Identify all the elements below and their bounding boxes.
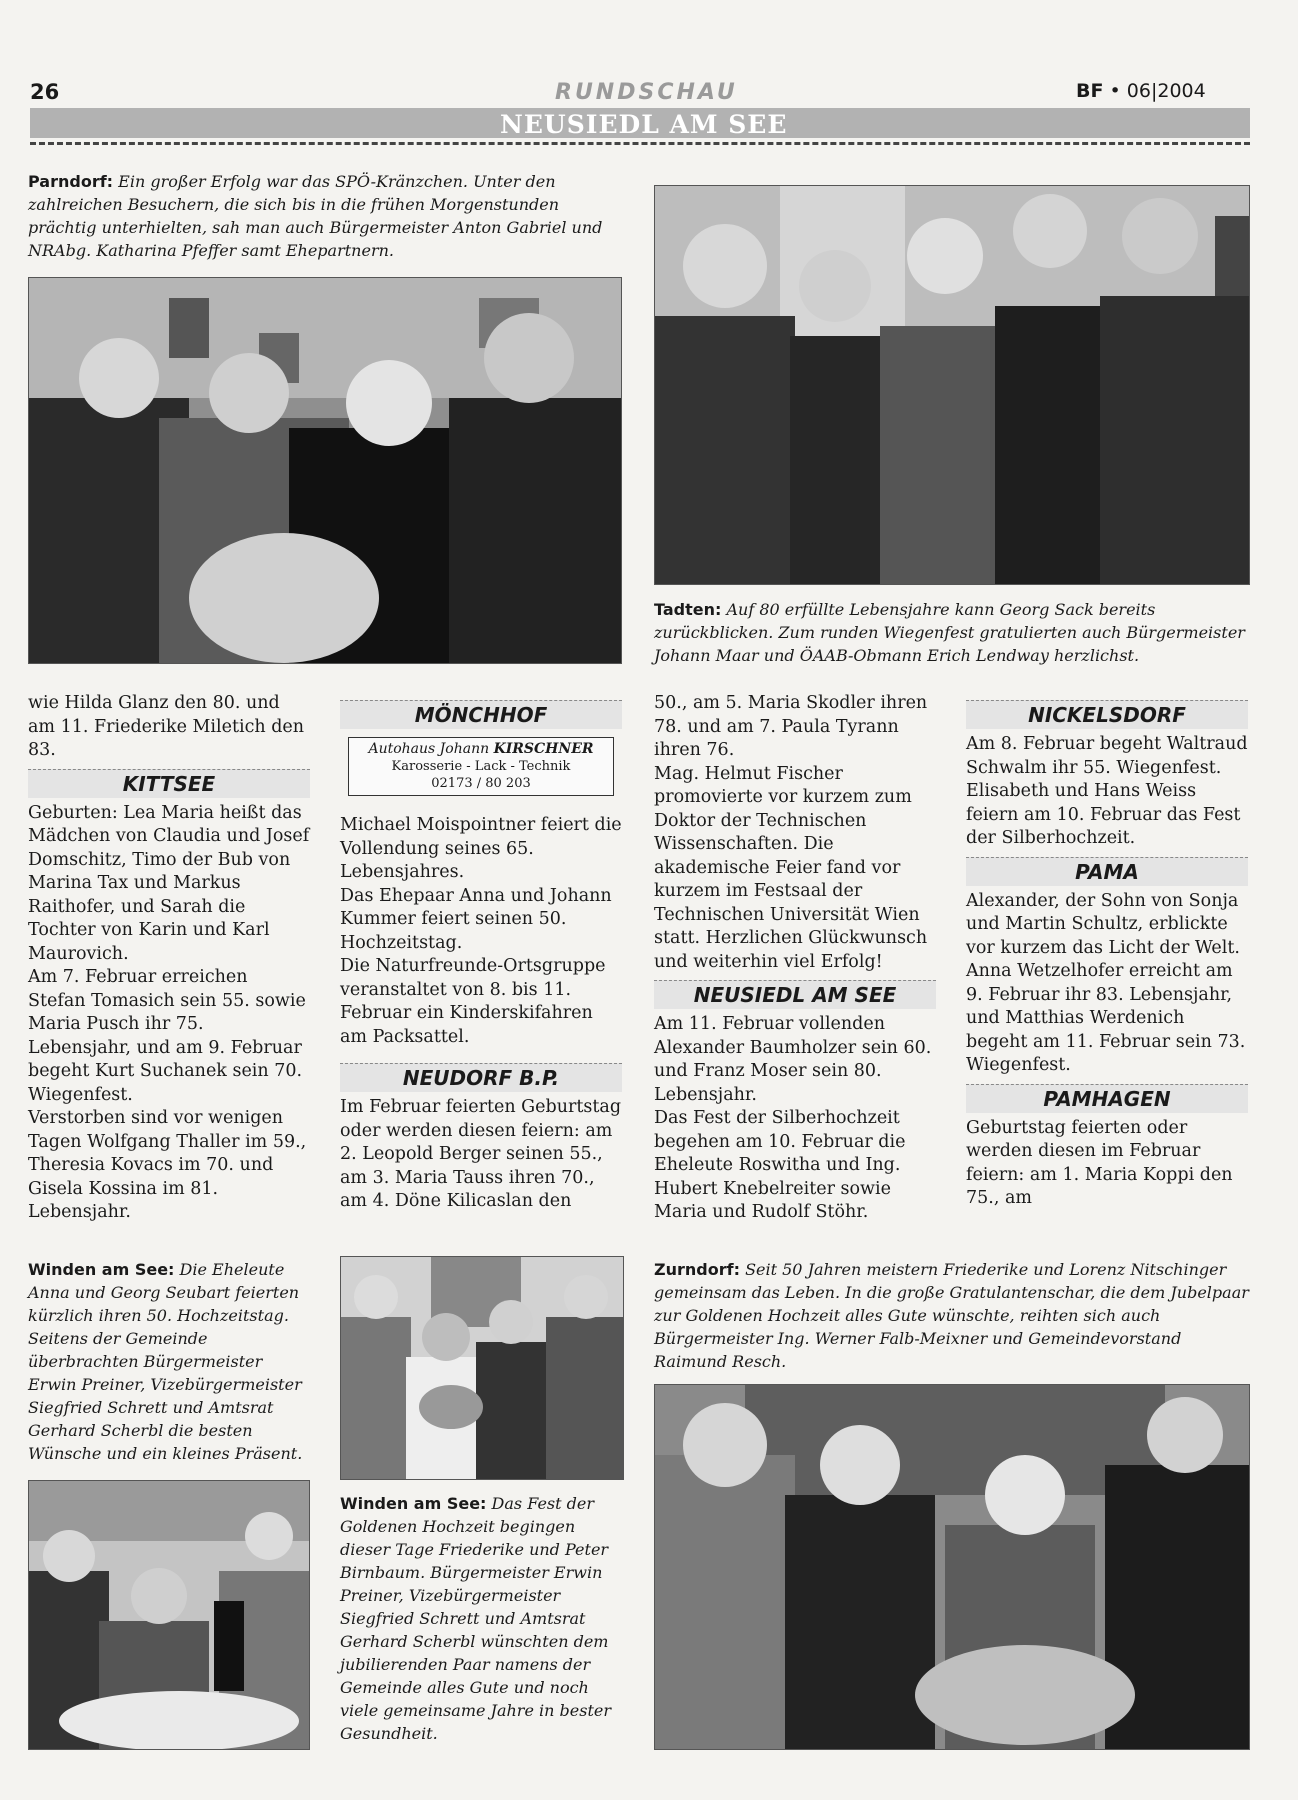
column-2: [340, 692, 622, 1214]
photo-parndorf: [28, 277, 622, 664]
paragraph: Alexander, der Sohn von Sonja und Martin Schultz, erblickte vor kurzem das Licht der Welt.: [966, 890, 1240, 958]
region-title: NEUSIEDL AM SEE: [500, 110, 788, 139]
ad-phone: 02173 / 80 203: [431, 776, 531, 791]
caption-parndorf: Parndorf: Ein großer Erfolg war das SPÖ-Kränzchen. Unter den zahlreichen Besuchern, die sich bis in die frühen Morgenstunden prächtig unterhielten, sah man auch Bürgermeister Anton Gabriel und NRAbg. Katharina Pfeffer samt Ehepartnern.: [28, 172, 603, 260]
issue-number: 06|2004: [1126, 80, 1206, 102]
paragraph: Das Fest der Silberhochzeit begehen am 10. Februar die Eheleute Roswitha und Ing. Hubert Knebelreiter sowie Maria und Rudolf Stöhr.: [654, 1108, 906, 1222]
paragraph: Anna Wetzelhofer erreicht am 9. Februar ihr 83. Lebensjahr, und Matthias Werdenich begeht am 11. Februar sein 73. Wiegenfest.: [966, 961, 1246, 1075]
heading-kittsee: KITTSEE: [28, 769, 310, 798]
photo-winden-birnbaum: [340, 1256, 624, 1480]
advertisement-kirschner: [348, 737, 614, 796]
column-4: [966, 692, 1248, 1211]
paragraph: Die Naturfreunde-Ortsgruppe veranstaltet von 8. bis 11. Februar ein Kinderskifahren am Packsattel.: [340, 956, 606, 1047]
paragraph: Michael Moispointner feiert die Vollendung seines 65. Lebensjahres.: [340, 815, 622, 882]
photo-tadten: [654, 185, 1250, 585]
column-3: [654, 692, 936, 1225]
heading-nickelsdorf: NICKELSDORF: [966, 700, 1248, 729]
photo-zurndorf: [654, 1384, 1250, 1750]
caption-zurndorf: Zurndorf: Seit 50 Jahren meistern Friederike und Lorenz Nitschinger gemeinsam das Leben. In die große Gratulantenschar, die dem Jubelpaar zur Goldenen Hochzeit alles Gute wünschte, reihten sich auch Bürgermeister Ing. Werner Falb-Meixner und Gemeindevorstand Raimund Resch.: [654, 1260, 1249, 1371]
ad-services: Karosserie - Lack - Technik: [391, 759, 571, 774]
header-divider: [30, 142, 1250, 145]
section-title: RUNDSCHAU: [555, 80, 738, 105]
paragraph: 50., am 5. Maria Skodler ihren 78. und am 7. Paula Tyrann ihren 76.: [654, 693, 928, 760]
page-number: 26: [30, 80, 60, 104]
paragraph: Am 11. Februar vollenden Alexander Baumholzer sein 60. und Franz Moser sein 80. Lebensjahr.: [654, 1014, 932, 1105]
paragraph: Das Ehepaar Anna und Johann Kummer feiert seinen 50. Hochzeitstag.: [340, 885, 612, 953]
ad-company-name: KIRSCHNER: [493, 741, 594, 757]
paragraph: Verstorben sind vor wenigen Tagen Wolfgang Thaller im 59., Theresia Kovacs im 70. und Gisela Kossina im 81. Lebensjahr.: [28, 1108, 307, 1222]
issue-label: [1076, 80, 1206, 102]
paragraph: Am 8. Februar begeht Waltraud Schwalm ihr 55. Wiegenfest.: [966, 734, 1248, 778]
heading-neusiedl: NEUSIEDL AM SEE: [654, 980, 936, 1009]
magazine-abbrev: BF: [1076, 80, 1104, 102]
caption-winden-birnbaum: Winden am See: Das Fest der Goldenen Hochzeit begingen dieser Tage Friederike und Peter Birnbaum. Bürgermeister Erwin Preiner, Vizebürgermeister Siegfried Schrett und Amtsrat Gerhard Scherbl wünschten dem jubilierenden Paar namens der Gemeinde alles Gute und noch viele gemeinsame Jahre in bester Gesundheit.: [340, 1494, 611, 1743]
ad-company: Autohaus Johann: [368, 741, 494, 757]
heading-pamhagen: PAMHAGEN: [966, 1084, 1248, 1113]
paragraph: Elisabeth und Hans Weiss feiern am 10. Februar das Fest der Silberhochzeit.: [966, 781, 1241, 848]
heading-pama: PAMA: [966, 857, 1248, 886]
heading-neudorf: NEUDORF B.P.: [340, 1063, 622, 1092]
paragraph: Am 7. Februar erreichen Stefan Tomasich sein 55. sowie Maria Pusch ihr 75. Lebensjahr, und am 9. Februar begeht Kurt Suchanek sein 70. Wiegenfest.: [28, 967, 306, 1105]
photo-winden-seubart: [28, 1480, 310, 1750]
paragraph: Mag. Helmut Fischer promovierte vor kurzem zum Doktor der Technischen Wissenschaften. Die akademische Feier fand vor kurzem im Festsaal der Technischen Universität Wien statt. Herzlichen Glückwunsch und weiterhin viel Erfolg!: [654, 763, 928, 972]
region-banner: [30, 108, 1250, 138]
heading-moenchhof: MÖNCHHOF: [340, 700, 622, 729]
issue-bullet: •: [1109, 80, 1121, 102]
paragraph: Geburten: Lea Maria heißt das Mädchen von Claudia und Josef Domschitz, Timo der Bub von Marina Tax und Markus Raithofer, und Sarah die Tochter von Karin und Karl Maurovich.: [28, 802, 310, 964]
caption-tadten: Tadten: Auf 80 erfüllte Lebensjahre kann Georg Sack bereits zurückblicken. Zum runden Wiegenfest gratulierten auch Bürgermeister Johann Maar und ÖAAB-Obmann Erich Lendway herzlichst.: [654, 600, 1245, 665]
paragraph: wie Hilda Glanz den 80. und am 11. Friederike Miletich den 83.: [28, 693, 305, 760]
paragraph: Im Februar feierten Geburtstag oder werden diesen feiern: am 2. Leopold Berger seinen 55., am 3. Maria Tauss ihren 70., am 4. Döne Kilicaslan den: [340, 1097, 622, 1211]
caption-winden-seubart: Winden am See: Die Eheleute Anna und Georg Seubart feierten kürzlich ihren 50. Hochzeitstag. Seitens der Gemeinde überbrachten Bürgermeister Erwin Preiner, Vizebürgermeister Siegfried Schrett und Amtsrat Gerhard Scherbl die besten Wünsche und ein kleines Präsent.: [28, 1260, 303, 1463]
column-1: [28, 692, 310, 1225]
paragraph: Geburtstag feierten oder werden diesen im Februar feiern: am 1. Maria Koppi den 75., am: [966, 1117, 1233, 1208]
